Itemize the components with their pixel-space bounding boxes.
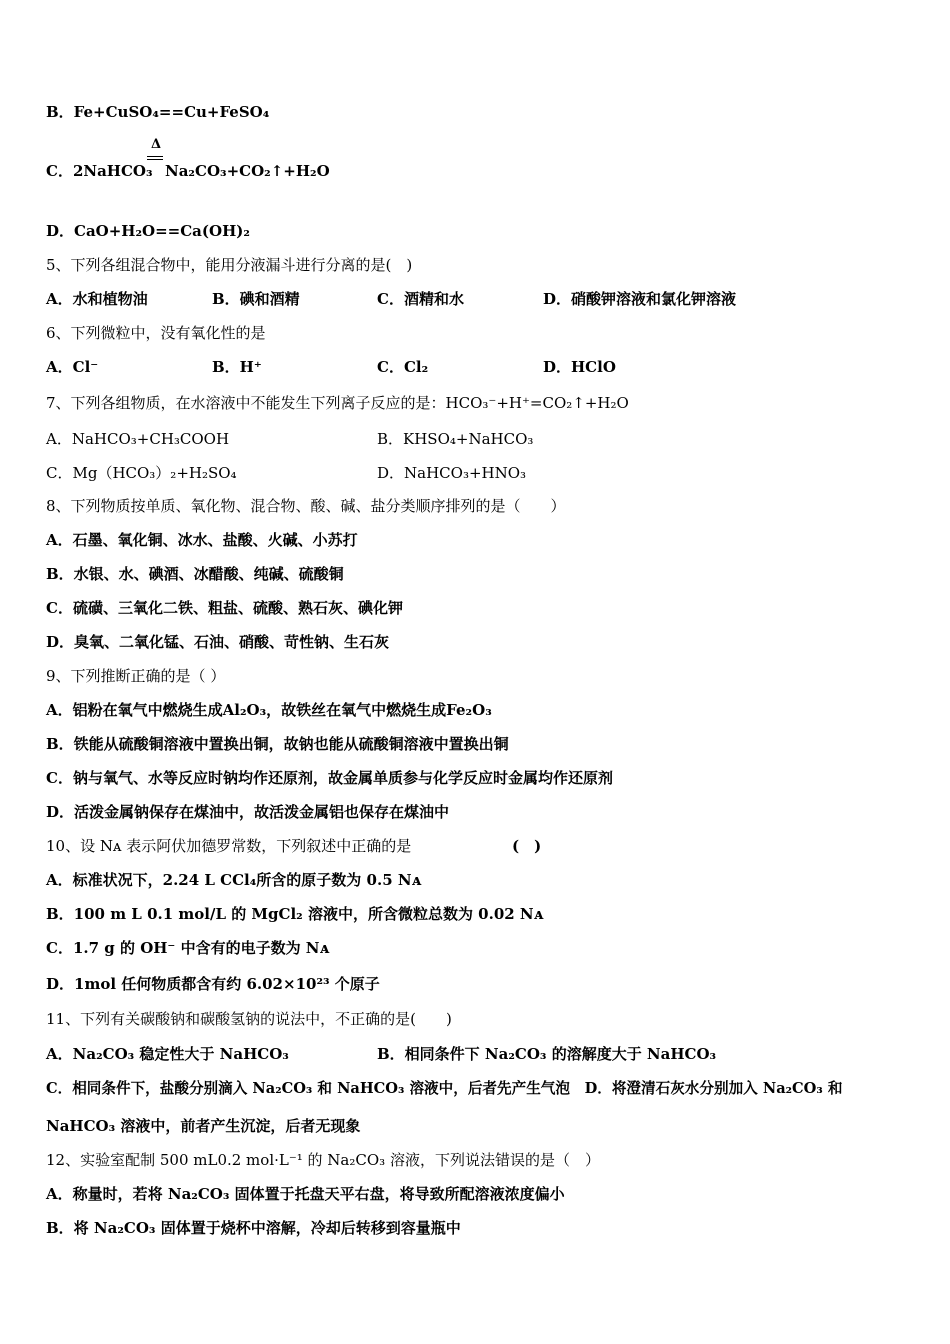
question-8-option-b: B．水银、水、碘酒、冰醋酸、纯碱、硫酸铜 bbox=[46, 565, 344, 583]
question-12-option-b: B．将 Na₂CO₃ 固体置于烧杯中溶解，冷却后转移到容量瓶中 bbox=[46, 1219, 461, 1237]
question-8-option-d: D．臭氧、二氧化锰、石油、硝酸、苛性钠、生石灰 bbox=[46, 633, 390, 651]
question-11-option-cd-line1: C．相同条件下，盐酸分别滴入 Na₂CO₃ 和 NaHCO₃ 溶液中，后者先产生气泡 D．将澄清石灰水分别加入 Na₂CO₃ 和 bbox=[46, 1080, 843, 1097]
question-10-option-a: A．标准状况下，2.24 L CCl₄所含的原子数为 0.5 Nᴀ bbox=[46, 871, 422, 889]
question-6-stem: 6、下列微粒中，没有氧化性的是 bbox=[46, 324, 266, 342]
question-5-stem: 5、下列各组混合物中，能用分液漏斗进行分离的是( ) bbox=[46, 256, 413, 274]
question-6-option-b: B．H⁺ bbox=[212, 358, 262, 376]
question-7-option-a: A．NaHCO₃+CH₃COOH bbox=[46, 430, 230, 448]
question-5-option-b: B．碘和酒精 bbox=[212, 290, 300, 308]
question-8-stem: 8、下列物质按单质、氧化物、混合物、酸、碱、盐分类顺序排列的是（ ） bbox=[46, 497, 566, 515]
question-8-option-a: A．石墨、氧化铜、冰水、盐酸、火碱、小苏打 bbox=[46, 531, 358, 549]
question-6-option-a: A．Cl⁻ bbox=[46, 358, 99, 376]
question-7-option-c: C．Mg（HCO₃）₂+H₂SO₄ bbox=[46, 464, 237, 482]
question-9-option-a: A．铝粉在氧气中燃烧生成Al₂O₃，故铁丝在氧气中燃烧生成Fe₂O₃ bbox=[46, 701, 492, 719]
option-c-nahco3-left: C．2NaHCO₃ bbox=[46, 162, 153, 180]
option-b-fe-cuso4: B．Fe+CuSO₄==Cu+FeSO₄ bbox=[46, 103, 270, 121]
question-11-option-cd-line2: NaHCO₃ 溶液中，前者产生沉淀，后者无现象 bbox=[46, 1117, 361, 1135]
question-7-option-d: D．NaHCO₃+HNO₃ bbox=[377, 464, 527, 482]
reaction-condition-heat: Δ bbox=[150, 137, 162, 152]
question-11-stem: 11、下列有关碳酸钠和碳酸氢钠的说法中，不正确的是( ) bbox=[46, 1010, 452, 1028]
reaction-condition-bar bbox=[147, 156, 163, 157]
question-10-stem: 10、设 Nᴀ 表示阿伏加德罗常数，下列叙述中正确的是 bbox=[46, 837, 412, 855]
question-7-option-b: B．KHSO₄+NaHCO₃ bbox=[377, 430, 534, 448]
question-10-option-c: C．1.7 g 的 OH⁻ 中含有的电子数为 Nᴀ bbox=[46, 939, 330, 957]
question-11-option-a: A．Na₂CO₃ 稳定性大于 NaHCO₃ bbox=[46, 1045, 289, 1063]
question-5-option-a: A．水和植物油 bbox=[46, 290, 148, 308]
question-9-option-b: B．铁能从硫酸铜溶液中置换出铜，故钠也能从硫酸铜溶液中置换出铜 bbox=[46, 735, 509, 753]
question-9-stem: 9、下列推断正确的是（ ） bbox=[46, 667, 226, 685]
question-8-option-c: C．硫磺、三氧化二铁、粗盐、硫酸、熟石灰、碘化钾 bbox=[46, 599, 403, 617]
reaction-condition-bar bbox=[147, 159, 163, 160]
question-11-option-b: B．相同条件下 Na₂CO₃ 的溶解度大于 NaHCO₃ bbox=[377, 1045, 717, 1063]
option-c-nahco3-right: Na₂CO₃+CO₂↑+H₂O bbox=[165, 162, 330, 180]
question-5-option-c: C．酒精和水 bbox=[377, 290, 464, 308]
question-10-option-d: D．1mol 任何物质都含有约 6.02×10²³ 个原子 bbox=[46, 975, 380, 993]
question-10-option-b: B．100 m L 0.1 mol/L 的 MgCl₂ 溶液中，所含微粒总数为 0.02 Nᴀ bbox=[46, 905, 544, 923]
question-5-option-d: D．硝酸钾溶液和氯化钾溶液 bbox=[543, 290, 737, 308]
question-9-option-d: D．活泼金属钠保存在煤油中，故活泼金属铝也保存在煤油中 bbox=[46, 803, 450, 821]
option-d-cao: D．CaO+H₂O==Ca(OH)₂ bbox=[46, 222, 250, 240]
question-7-stem: 7、下列各组物质，在水溶液中不能发生下列离子反应的是：HCO₃⁻+H⁺=CO₂↑+H₂O bbox=[46, 394, 629, 412]
question-6-option-c: C．Cl₂ bbox=[377, 358, 429, 376]
question-6-option-d: D．HClO bbox=[543, 358, 616, 376]
question-12-option-a: A．称量时，若将 Na₂CO₃ 固体置于托盘天平右盘，将导致所配溶液浓度偏小 bbox=[46, 1185, 565, 1203]
question-10-answer-paren: ( ) bbox=[512, 837, 542, 855]
question-9-option-c: C．钠与氧气、水等反应时钠均作还原剂，故金属单质参与化学反应时金属均作还原剂 bbox=[46, 769, 613, 787]
question-12-stem: 12、实验室配制 500 mL0.2 mol·L⁻¹ 的 Na₂CO₃ 溶液，下列说法错误的是（ ） bbox=[46, 1151, 600, 1169]
